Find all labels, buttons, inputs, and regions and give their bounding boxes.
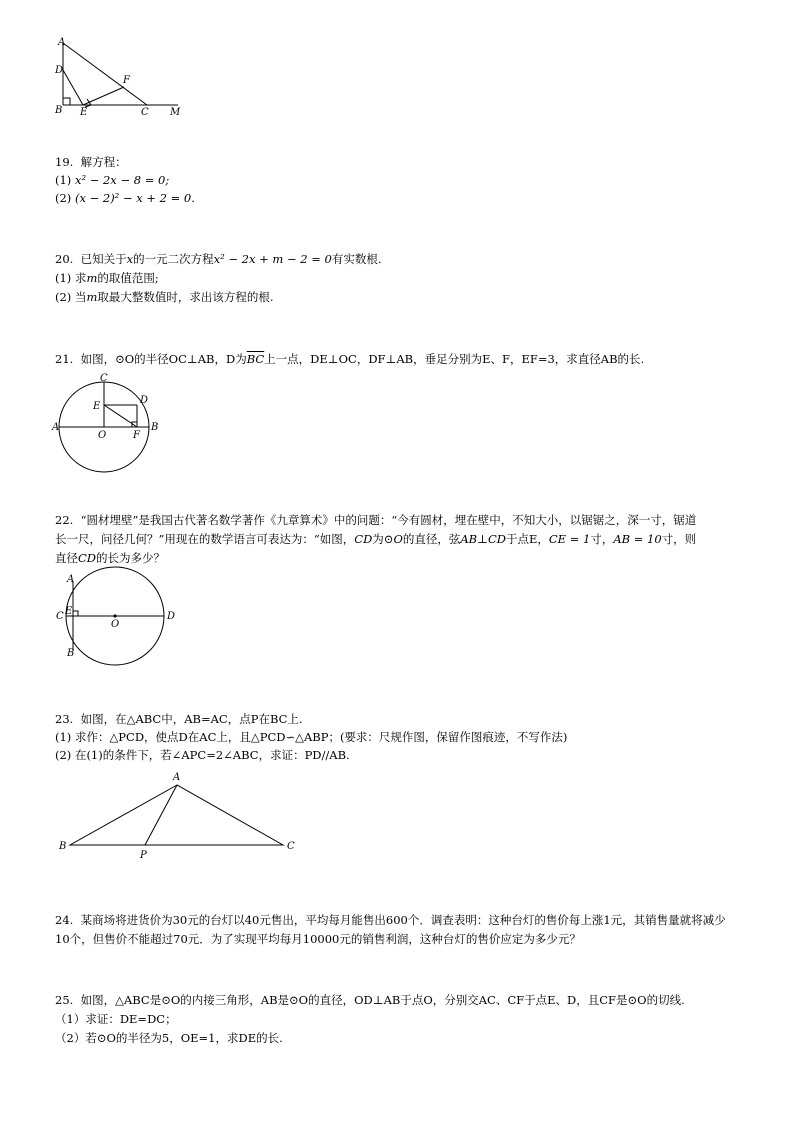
label-c: C <box>141 107 149 118</box>
label-o: O <box>98 430 107 441</box>
q19-part2: (2) (x − 2)² − x + 2 = 0. <box>55 191 195 205</box>
label-a: A <box>52 422 60 433</box>
q25-part2: （2）若⊙O的半径为5，OE=1，求DE的长. <box>55 1031 283 1045</box>
q24-line1: 24. 某商场将进货价为30元的台灯以40元售出，平均每月能售出600个．调查表明：这种台灯的售价每上涨1元，其销售量就将减少 <box>55 913 726 927</box>
figure-22 <box>52 570 182 670</box>
label-p: P <box>140 850 147 861</box>
q22-line2: 长一尺，问径几何？”用现在的数学语言可表达为：“如图，CD为⊙O的直径，弦AB⊥CD于点E，CE = 1寸，AB = 10寸，则 <box>55 532 697 546</box>
label-b: B <box>59 841 67 852</box>
label-f: F <box>123 75 130 86</box>
label-b: B <box>151 422 159 433</box>
q20-stem: 20. 已知关于x的一元二次方程x² − 2x + m − 2 = 0有实数根. <box>55 252 382 266</box>
q20-part1: (1) 求m的取值范围; <box>55 271 159 285</box>
label-c: C <box>56 611 64 622</box>
label-o: O <box>111 619 120 630</box>
q19-title: 19. 解方程： <box>55 155 127 169</box>
label-b: B <box>67 648 75 659</box>
right-angle-e <box>73 611 78 616</box>
label-a: A <box>67 574 75 585</box>
label-d: D <box>167 611 176 622</box>
label-d: D <box>140 395 149 406</box>
label-m: M <box>170 107 181 118</box>
triangle-abc <box>70 785 283 845</box>
q25-part1: （1）求证：DE=DC； <box>55 1012 177 1026</box>
label-c: C <box>287 841 295 852</box>
center-point <box>113 614 116 617</box>
q21-stem: 21. 如图，⊙O的半径OC⊥AB，D为$\overline{BC}$上一点，DE⊥OC，DF⊥AB，垂足分别为E、F，EF=3，求直径AB的长. <box>55 352 645 366</box>
q24-line2: 10个，但售价不能超过70元．为了实现平均每月10000元的销售利润，这种台灯的售价应定为多少元？ <box>55 932 581 946</box>
figure-18 <box>50 35 190 120</box>
label-e: E <box>93 401 101 412</box>
q22-line1: 22. “圆材埋壁”是我国古代著名数学著作《九章算术》中的问题：“今有圆材，埋在壁中，不知大小，以锯锯之，深一寸，锯道 <box>55 513 697 527</box>
label-d: D <box>55 65 64 76</box>
q23-part2: (2) 在(1)的条件下，若∠APC=2∠ABC，求证：PD//AB. <box>55 748 350 762</box>
q23-part1: (1) 求作：△PCD，使点D在AC上，且△PCD∽△ABP；(要求：尺规作图，保留作图痕迹，不写作法) <box>55 730 568 744</box>
q23-stem: 23. 如图，在△ABC中，AB=AC，点P在BC上. <box>55 712 303 726</box>
label-b: B <box>55 105 63 116</box>
figure-23 <box>55 765 305 865</box>
label-e: E <box>65 606 73 617</box>
label-e: E <box>80 107 88 118</box>
q22-line3: 直径CD的长为多少？ <box>55 551 166 565</box>
label-c: C <box>100 373 108 384</box>
right-angle-b <box>63 98 70 105</box>
q20-part2: (2) 当m取最大整数值时，求出该方程的根. <box>55 290 274 304</box>
q25-stem: 25. 如图，△ABC是⊙O的内接三角形，AB是⊙O的直径，OD⊥AB于点O，分别交AC、CF于点E、D，且CF是⊙O的切线. <box>55 993 685 1007</box>
segment-de <box>63 70 83 105</box>
label-a: A <box>58 37 66 48</box>
figure-21 <box>52 372 162 472</box>
label-a: A <box>173 772 181 783</box>
q19-part1: (1) x² − 2x − 8 = 0; <box>55 173 170 187</box>
label-f: F <box>133 430 140 441</box>
